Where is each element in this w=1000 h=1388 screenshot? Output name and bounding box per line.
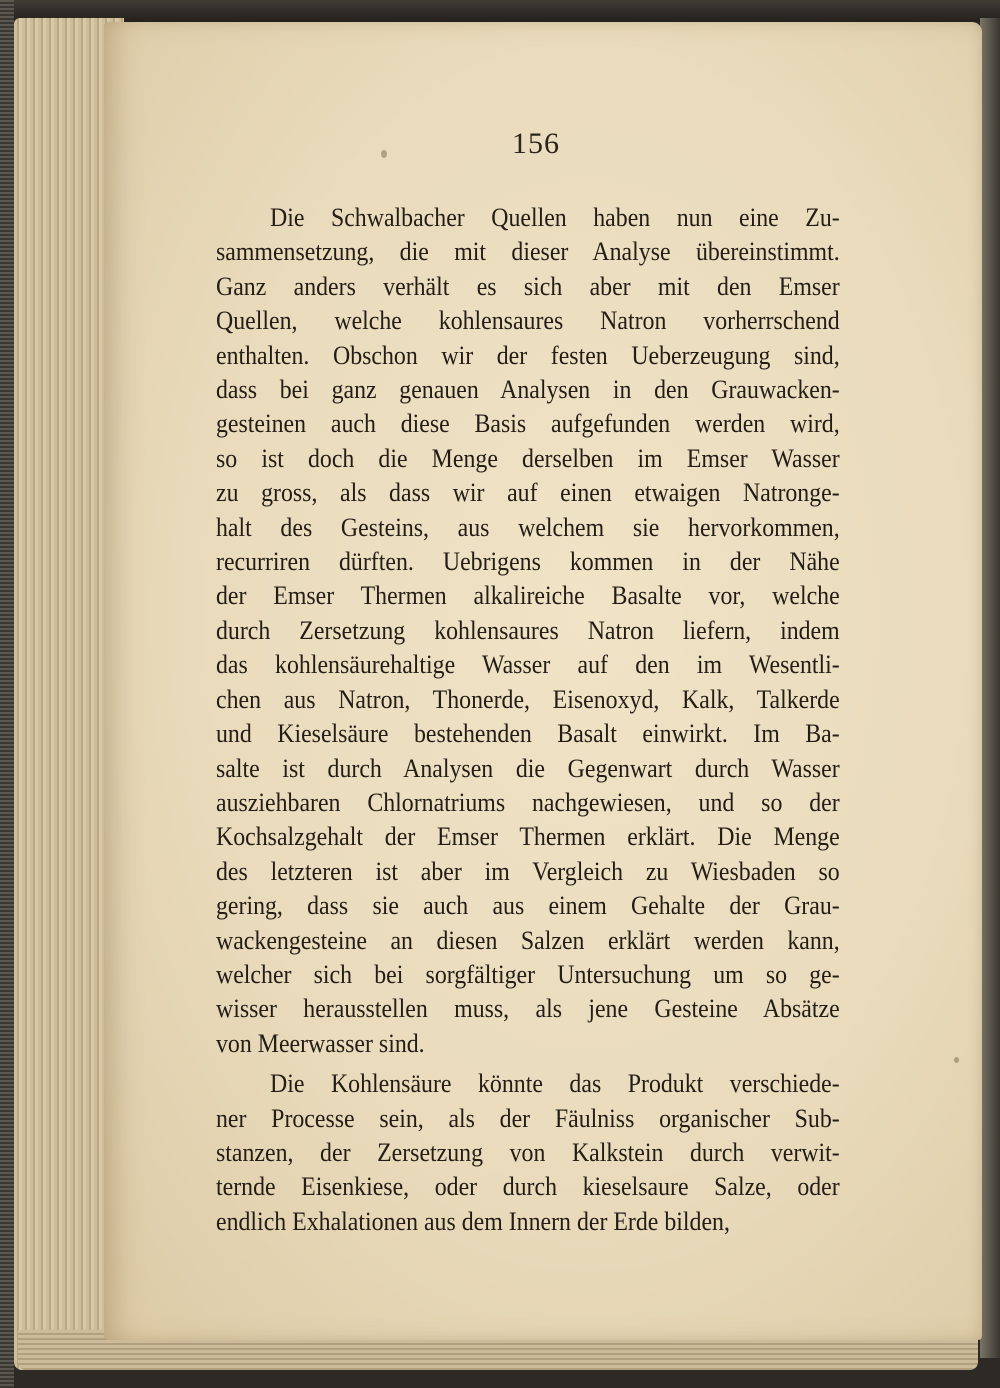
text-line: wisser herausstellen muss, als jene Gesteine Absätze: [216, 993, 840, 1024]
text-line: Die Schwalbacher Quellen haben nun eine Zu-: [270, 202, 840, 232]
text-line: von Meerwasser sind.: [216, 1027, 425, 1058]
text-line: gesteinen auch diese Basis aufgefunden werden wird,: [216, 408, 840, 439]
text-line: recurriren dürften. Uebrigens kommen in der Nähe: [216, 546, 840, 577]
book-cover-right-edge: [980, 18, 1000, 1358]
text-line: halt des Gesteins, aus welchem sie hervorkommen,: [216, 511, 840, 542]
text-line: des letzteren ist aber im Vergleich zu Wiesbaden so: [216, 855, 840, 886]
text-line: ner Processe sein, als der Fäulniss organischer Sub-: [216, 1102, 840, 1133]
text-line: welcher sich bei sorgfältiger Untersuchung um so ge-: [216, 958, 840, 989]
text-line: stanzen, der Zersetzung von Kalkstein durch verwit-: [216, 1136, 840, 1167]
text-line: ternde Eisenkiese, oder durch kieselsaure Salze, oder: [216, 1171, 840, 1202]
text-line: salte ist durch Analysen die Gegenwart durch Wasser: [216, 752, 840, 783]
text-line: durch Zersetzung kohlensaures Natron liefern, indem: [216, 614, 840, 645]
text-line: gering, dass sie auch aus einem Gehalte der Grau-: [216, 890, 840, 921]
page-number: 156: [512, 127, 560, 160]
text-line: enthalten. Obschon wir der festen Ueberzeugung sind,: [216, 339, 840, 370]
book-binding-left: [0, 0, 14, 1388]
text-line: Die Kohlensäure könnte das Produkt verschiede-: [270, 1068, 840, 1099]
paragraph-1: [216, 200, 840, 1060]
book-cover-top-edge: [0, 0, 1000, 22]
text-line: zu gross, als dass wir auf einen etwaigen Natronge-: [216, 477, 840, 508]
body-text: [216, 200, 840, 1238]
text-line: das kohlensäurehaltige Wasser auf den im Wesentli-: [216, 649, 840, 680]
paper-speck: [954, 1057, 959, 1063]
text-line: so ist doch die Menge derselben im Emser Wasser: [216, 442, 840, 473]
text-line: Quellen, welche kohlensaures Natron vorherrschend: [216, 305, 840, 336]
text-line: der Emser Thermen alkalireiche Basalte vor, welche: [216, 580, 840, 611]
text-line: dass bei ganz genauen Analysen in den Grauwacken-: [216, 374, 840, 405]
text-line: Kochsalzgehalt der Emser Thermen erklärt. Die Menge: [216, 821, 840, 852]
text-line: Ganz anders verhält es sich aber mit den Emser: [216, 270, 840, 301]
text-line: ausziehbaren Chlornatriums nachgewiesen, und so der: [216, 786, 840, 817]
text-line: sammensetzung, die mit dieser Analyse übereinstimmt.: [216, 236, 840, 267]
text-line: endlich Exhalationen aus dem Innern der Erde bilden,: [216, 1205, 730, 1236]
text-line: und Kieselsäure bestehenden Basalt einwirkt. Im Ba-: [216, 718, 840, 749]
text-line: wackengesteine an diesen Salzen erklärt werden kann,: [216, 924, 840, 955]
paragraph-2: [216, 1066, 840, 1238]
text-line: chen aus Natron, Thonerde, Eisenoxyd, Kalk, Talkerde: [216, 683, 840, 714]
